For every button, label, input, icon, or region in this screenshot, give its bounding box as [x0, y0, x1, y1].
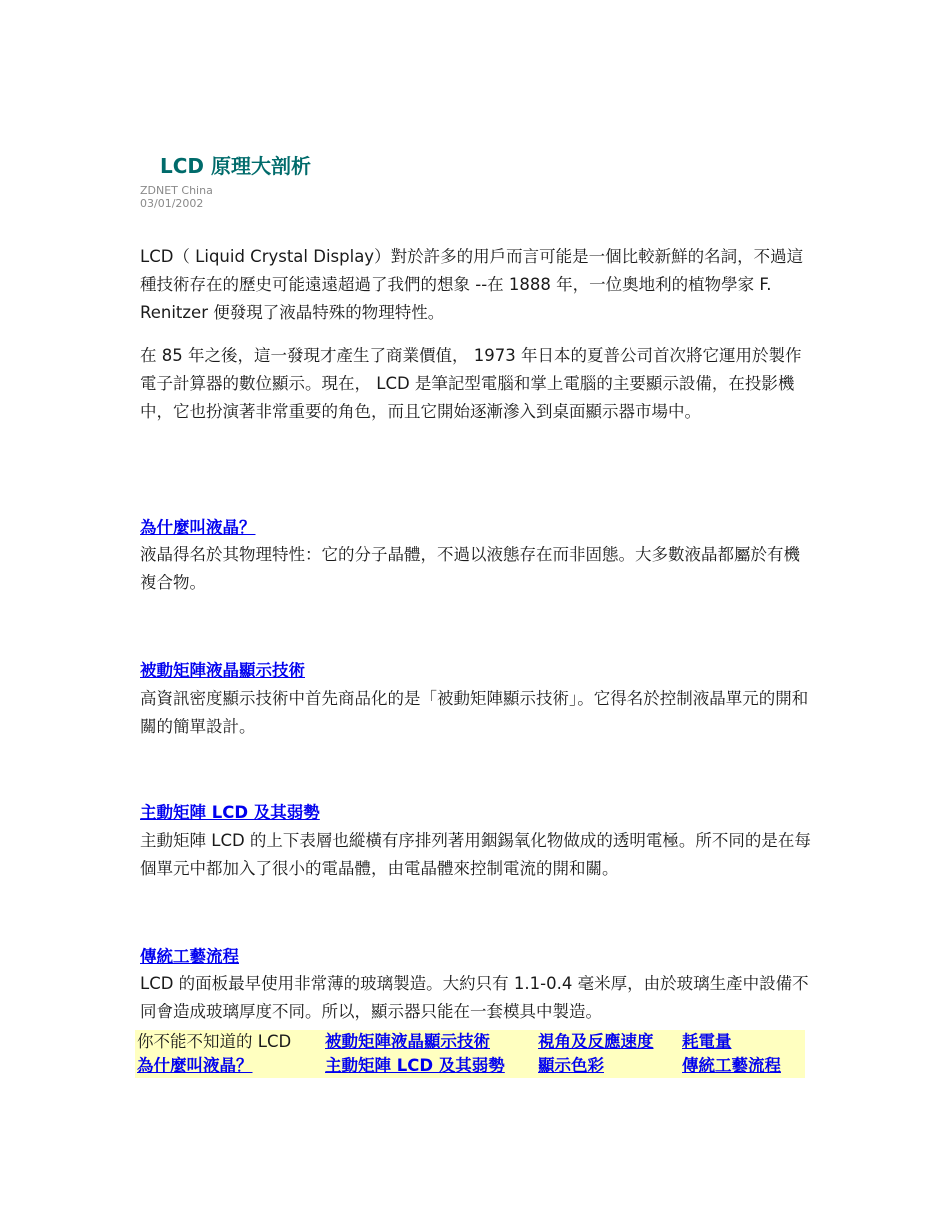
article-title: LCD 原理大剖析 [160, 154, 311, 178]
section-text-liquid-crystal: 液晶得名於其物理特性：它的分子晶體，不過以液態存在而非固態。大多數液晶都屬於有機複合物。 [140, 545, 800, 592]
toc-link-passive-matrix[interactable]: 被動矩陣液晶顯示技術 [325, 1032, 490, 1051]
section-text-passive-matrix: 高資訊密度顯示技術中首先商品化的是「被動矩陣顯示技術」。它得名於控制液晶單元的開和關的簡單設計。 [140, 689, 809, 736]
section-text-active-matrix: 主動矩陣 LCD 的上下表層也縱橫有序排列著用銦錫氧化物做成的透明電極。所不同的是在每個單元中都加入了很小的電晶體，由電晶體來控制電流的開和關。 [140, 831, 811, 878]
article-date: 03/01/2002 [140, 197, 204, 210]
section-link-passive-matrix[interactable]: 被動矩陣液晶顯示技術 [140, 661, 305, 680]
toc-heading: 你不能不知道的 LCD [137, 1032, 292, 1051]
article-meta [140, 184, 213, 210]
section-link-liquid-crystal[interactable]: 為什麼叫液晶？ [140, 518, 256, 537]
toc-link-color[interactable]: 顯示色彩 [538, 1056, 604, 1075]
article-source: ZDNET China [140, 184, 213, 197]
toc-table [135, 1030, 805, 1078]
toc-link-viewing-angle[interactable]: 視角及反應速度 [538, 1032, 654, 1051]
intro-paragraph-2: 在 85 年之後，這一發現才產生了商業價值， 1973 年日本的夏普公司首次將它運用於製作電子計算器的數位顯示。現在， LCD 是筆記型電腦和掌上電腦的主要顯示設備，在投影機中，它也扮演著非常重要的角色，而且它開始逐漸滲入到桌面顯示器市場中。 [140, 346, 802, 421]
toc-link-liquid-crystal[interactable]: 為什麼叫液晶？ [137, 1056, 253, 1075]
toc-link-manufacturing[interactable]: 傳統工藝流程 [682, 1056, 781, 1075]
intro-paragraph-1: LCD（ Liquid Crystal Display）對於許多的用戶而言可能是一個比較新鮮的名詞，不過這種技術存在的歷史可能遠遠超過了我們的想象 --在 1888 年，一位奧地利的植物學家 F. Renitzer 便發現了液晶特殊的物理特性。 [140, 247, 804, 322]
section-link-manufacturing[interactable]: 傳統工藝流程 [140, 947, 239, 966]
toc-link-active-matrix[interactable]: 主動矩陣 LCD 及其弱勢 [325, 1056, 505, 1075]
section-link-active-matrix[interactable]: 主動矩陣 LCD 及其弱勢 [140, 803, 320, 822]
toc-link-power[interactable]: 耗電量 [682, 1032, 732, 1051]
section-text-manufacturing: LCD 的面板最早使用非常薄的玻璃製造。大約只有 1.1-0.4 毫米厚，由於玻璃生產中設備不同會造成玻璃厚度不同。所以，顯示器只能在一套模具中製造。 [140, 974, 809, 1021]
